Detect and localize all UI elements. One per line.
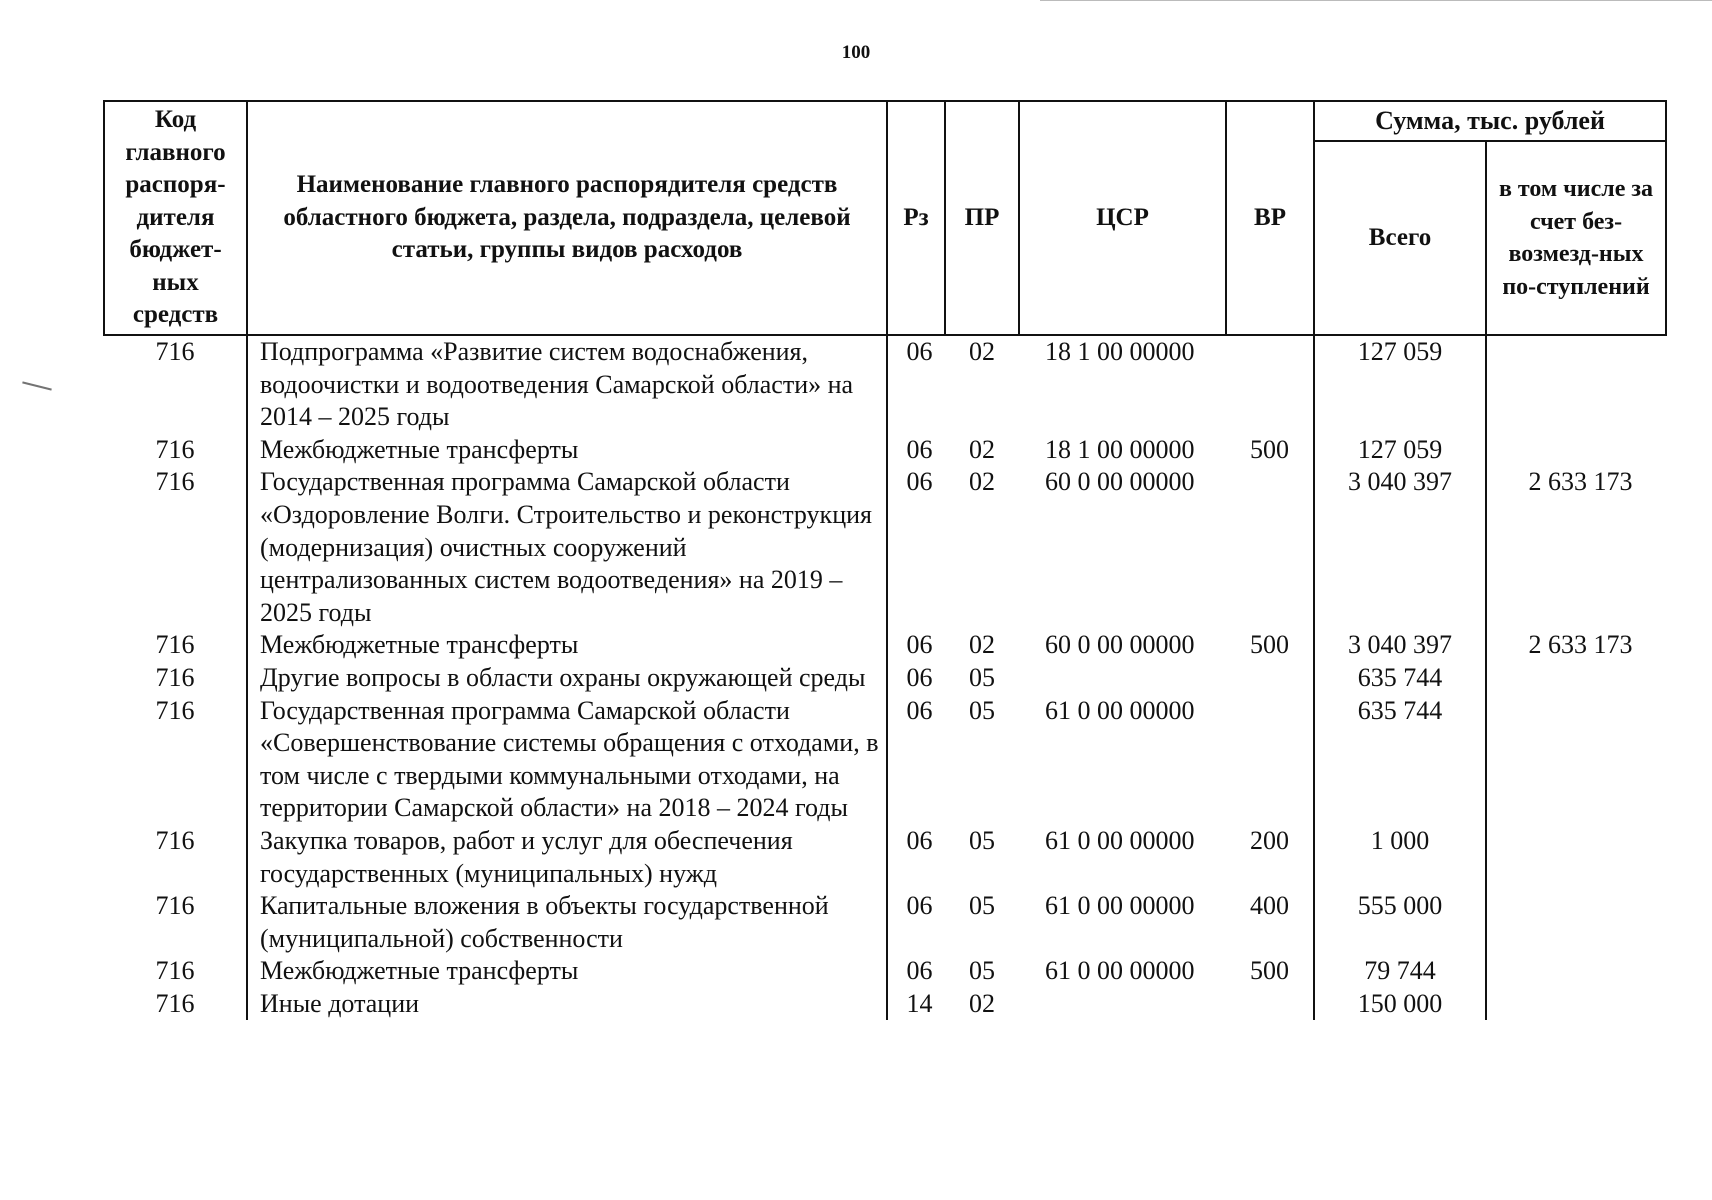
table-row [104, 695, 1666, 825]
code-cell: 716 [155, 891, 195, 921]
pr-cell: 05 [969, 695, 995, 725]
free-cell [1486, 335, 1666, 434]
vr-cell [1226, 466, 1314, 629]
rz-cell: 06 [887, 335, 945, 434]
scan-artifact-mark [22, 381, 52, 390]
free-cell: 2 633 173 [1486, 629, 1666, 662]
free-cell [1486, 825, 1666, 890]
header-pr: ПР [945, 101, 1019, 335]
scan-edge-line [1040, 0, 1712, 1]
header-csr: ЦСР [1019, 101, 1226, 335]
name-cell: Закупка товаров, работ и услуг для обеспечения государственных (муниципальных) нужд [247, 825, 887, 890]
csr-cell: 61 0 00 00000 [1045, 956, 1195, 986]
budget-table [103, 100, 1667, 1020]
name-cell: Капитальные вложения в объекты государственной (муниципальной) собственности [247, 890, 887, 955]
code-cell: 716 [155, 434, 195, 464]
rz-cell: 06 [887, 662, 945, 695]
name-cell: Межбюджетные трансферты [247, 434, 887, 467]
pr-cell: 05 [969, 956, 995, 986]
rz-cell: 06 [887, 890, 945, 955]
code-cell: 716 [155, 956, 195, 986]
free-cell [1486, 955, 1666, 988]
pr-cell: 02 [969, 434, 995, 464]
total-cell: 79 744 [1314, 955, 1486, 988]
csr-cell: 60 0 00 00000 [1045, 630, 1195, 660]
header-total: Всего [1314, 141, 1486, 335]
vr-cell [1226, 335, 1314, 434]
total-cell: 635 744 [1314, 695, 1486, 825]
total-cell: 3 040 397 [1314, 629, 1486, 662]
code-cell: 716 [155, 630, 195, 660]
total-cell: 1 000 [1314, 825, 1486, 890]
table-row [104, 988, 1666, 1021]
rz-cell: 06 [887, 434, 945, 467]
rz-cell: 06 [887, 825, 945, 890]
header-sum: Сумма, тыс. рублей [1314, 101, 1666, 141]
free-cell [1486, 890, 1666, 955]
table-row [104, 662, 1666, 695]
header-vr: ВР [1226, 101, 1314, 335]
pr-cell: 02 [969, 630, 995, 660]
name-cell: Государственная программа Самарской области «Совершенствование системы обращения с отходами, в том числе с твердыми коммунальными отходами, на территории Самарской области» на 2018 – 2024 годы [247, 695, 887, 825]
table-row [104, 434, 1666, 467]
pr-cell: 05 [969, 662, 995, 692]
csr-cell: 18 1 00 00000 [1045, 337, 1195, 366]
name-cell: Подпрограмма «Развитие систем водоснабжения, водоочистки и водоотведения Самарской области» на 2014 – 2025 годы [247, 335, 887, 434]
vr-cell: 400 [1250, 891, 1289, 921]
free-cell [1486, 695, 1666, 825]
vr-cell [1226, 988, 1314, 1021]
csr-cell: 61 0 00 00000 [1045, 695, 1195, 725]
code-cell: 716 [155, 825, 195, 855]
code-cell: 716 [155, 337, 195, 366]
vr-cell: 200 [1250, 825, 1289, 855]
pr-cell: 02 [969, 337, 995, 366]
rz-cell: 14 [887, 988, 945, 1021]
csr-cell: 61 0 00 00000 [1045, 891, 1195, 921]
rz-cell: 06 [887, 629, 945, 662]
table-row [104, 890, 1666, 955]
csr-cell: 61 0 00 00000 [1045, 825, 1195, 855]
table-row [104, 955, 1666, 988]
code-cell: 716 [155, 988, 195, 1018]
free-cell [1486, 434, 1666, 467]
rz-cell: 06 [887, 955, 945, 988]
table-row [104, 629, 1666, 662]
table-body [104, 335, 1666, 1020]
total-cell: 127 059 [1314, 335, 1486, 434]
header-free: в том числе за счет без-возмезд-ных по-ступлений [1486, 141, 1666, 335]
vr-cell: 500 [1250, 434, 1289, 464]
csr-cell: 18 1 00 00000 [1045, 434, 1195, 464]
name-cell: Другие вопросы в области охраны окружающей среды [247, 662, 887, 695]
pr-cell: 02 [969, 988, 995, 1018]
vr-cell [1226, 662, 1314, 695]
csr-cell [1019, 988, 1226, 1021]
total-cell: 150 000 [1314, 988, 1486, 1021]
rz-cell: 06 [887, 695, 945, 825]
code-cell: 716 [155, 695, 195, 725]
free-cell [1486, 988, 1666, 1021]
table-row [104, 825, 1666, 890]
vr-cell: 500 [1250, 956, 1289, 986]
table-header [104, 101, 1666, 335]
table-row [104, 335, 1666, 434]
total-cell: 635 744 [1314, 662, 1486, 695]
free-cell: 2 633 173 [1486, 466, 1666, 629]
total-cell: 3 040 397 [1314, 466, 1486, 629]
rz-cell: 06 [887, 466, 945, 629]
total-cell: 127 059 [1314, 434, 1486, 467]
csr-cell: 60 0 00 00000 [1045, 467, 1195, 497]
total-cell: 555 000 [1314, 890, 1486, 955]
header-rz: Рз [887, 101, 945, 335]
code-cell: 716 [155, 662, 195, 692]
vr-cell: 500 [1250, 630, 1289, 660]
code-cell: 716 [155, 467, 195, 497]
pr-cell: 05 [969, 891, 995, 921]
csr-cell [1019, 662, 1226, 695]
name-cell: Межбюджетные трансферты [247, 955, 887, 988]
table-row [104, 466, 1666, 629]
page-number: 100 [841, 42, 871, 63]
name-cell: Государственная программа Самарской области «Оздоровление Волги. Строительство и реконструкция (модернизация) очистных сооружений централизованных систем водоотведения» на 2019 – 2025 годы [247, 466, 887, 629]
pr-cell: 05 [969, 825, 995, 855]
header-code: Код главного распоря-дителя бюджет-ных средств [104, 101, 247, 335]
free-cell [1486, 662, 1666, 695]
pr-cell: 02 [969, 467, 995, 497]
header-name: Наименование главного распорядителя средств областного бюджета, раздела, подраздела, целевой статьи, группы видов расходов [247, 101, 887, 335]
vr-cell [1226, 695, 1314, 825]
name-cell: Межбюджетные трансферты [247, 629, 887, 662]
name-cell: Иные дотации [247, 988, 887, 1021]
